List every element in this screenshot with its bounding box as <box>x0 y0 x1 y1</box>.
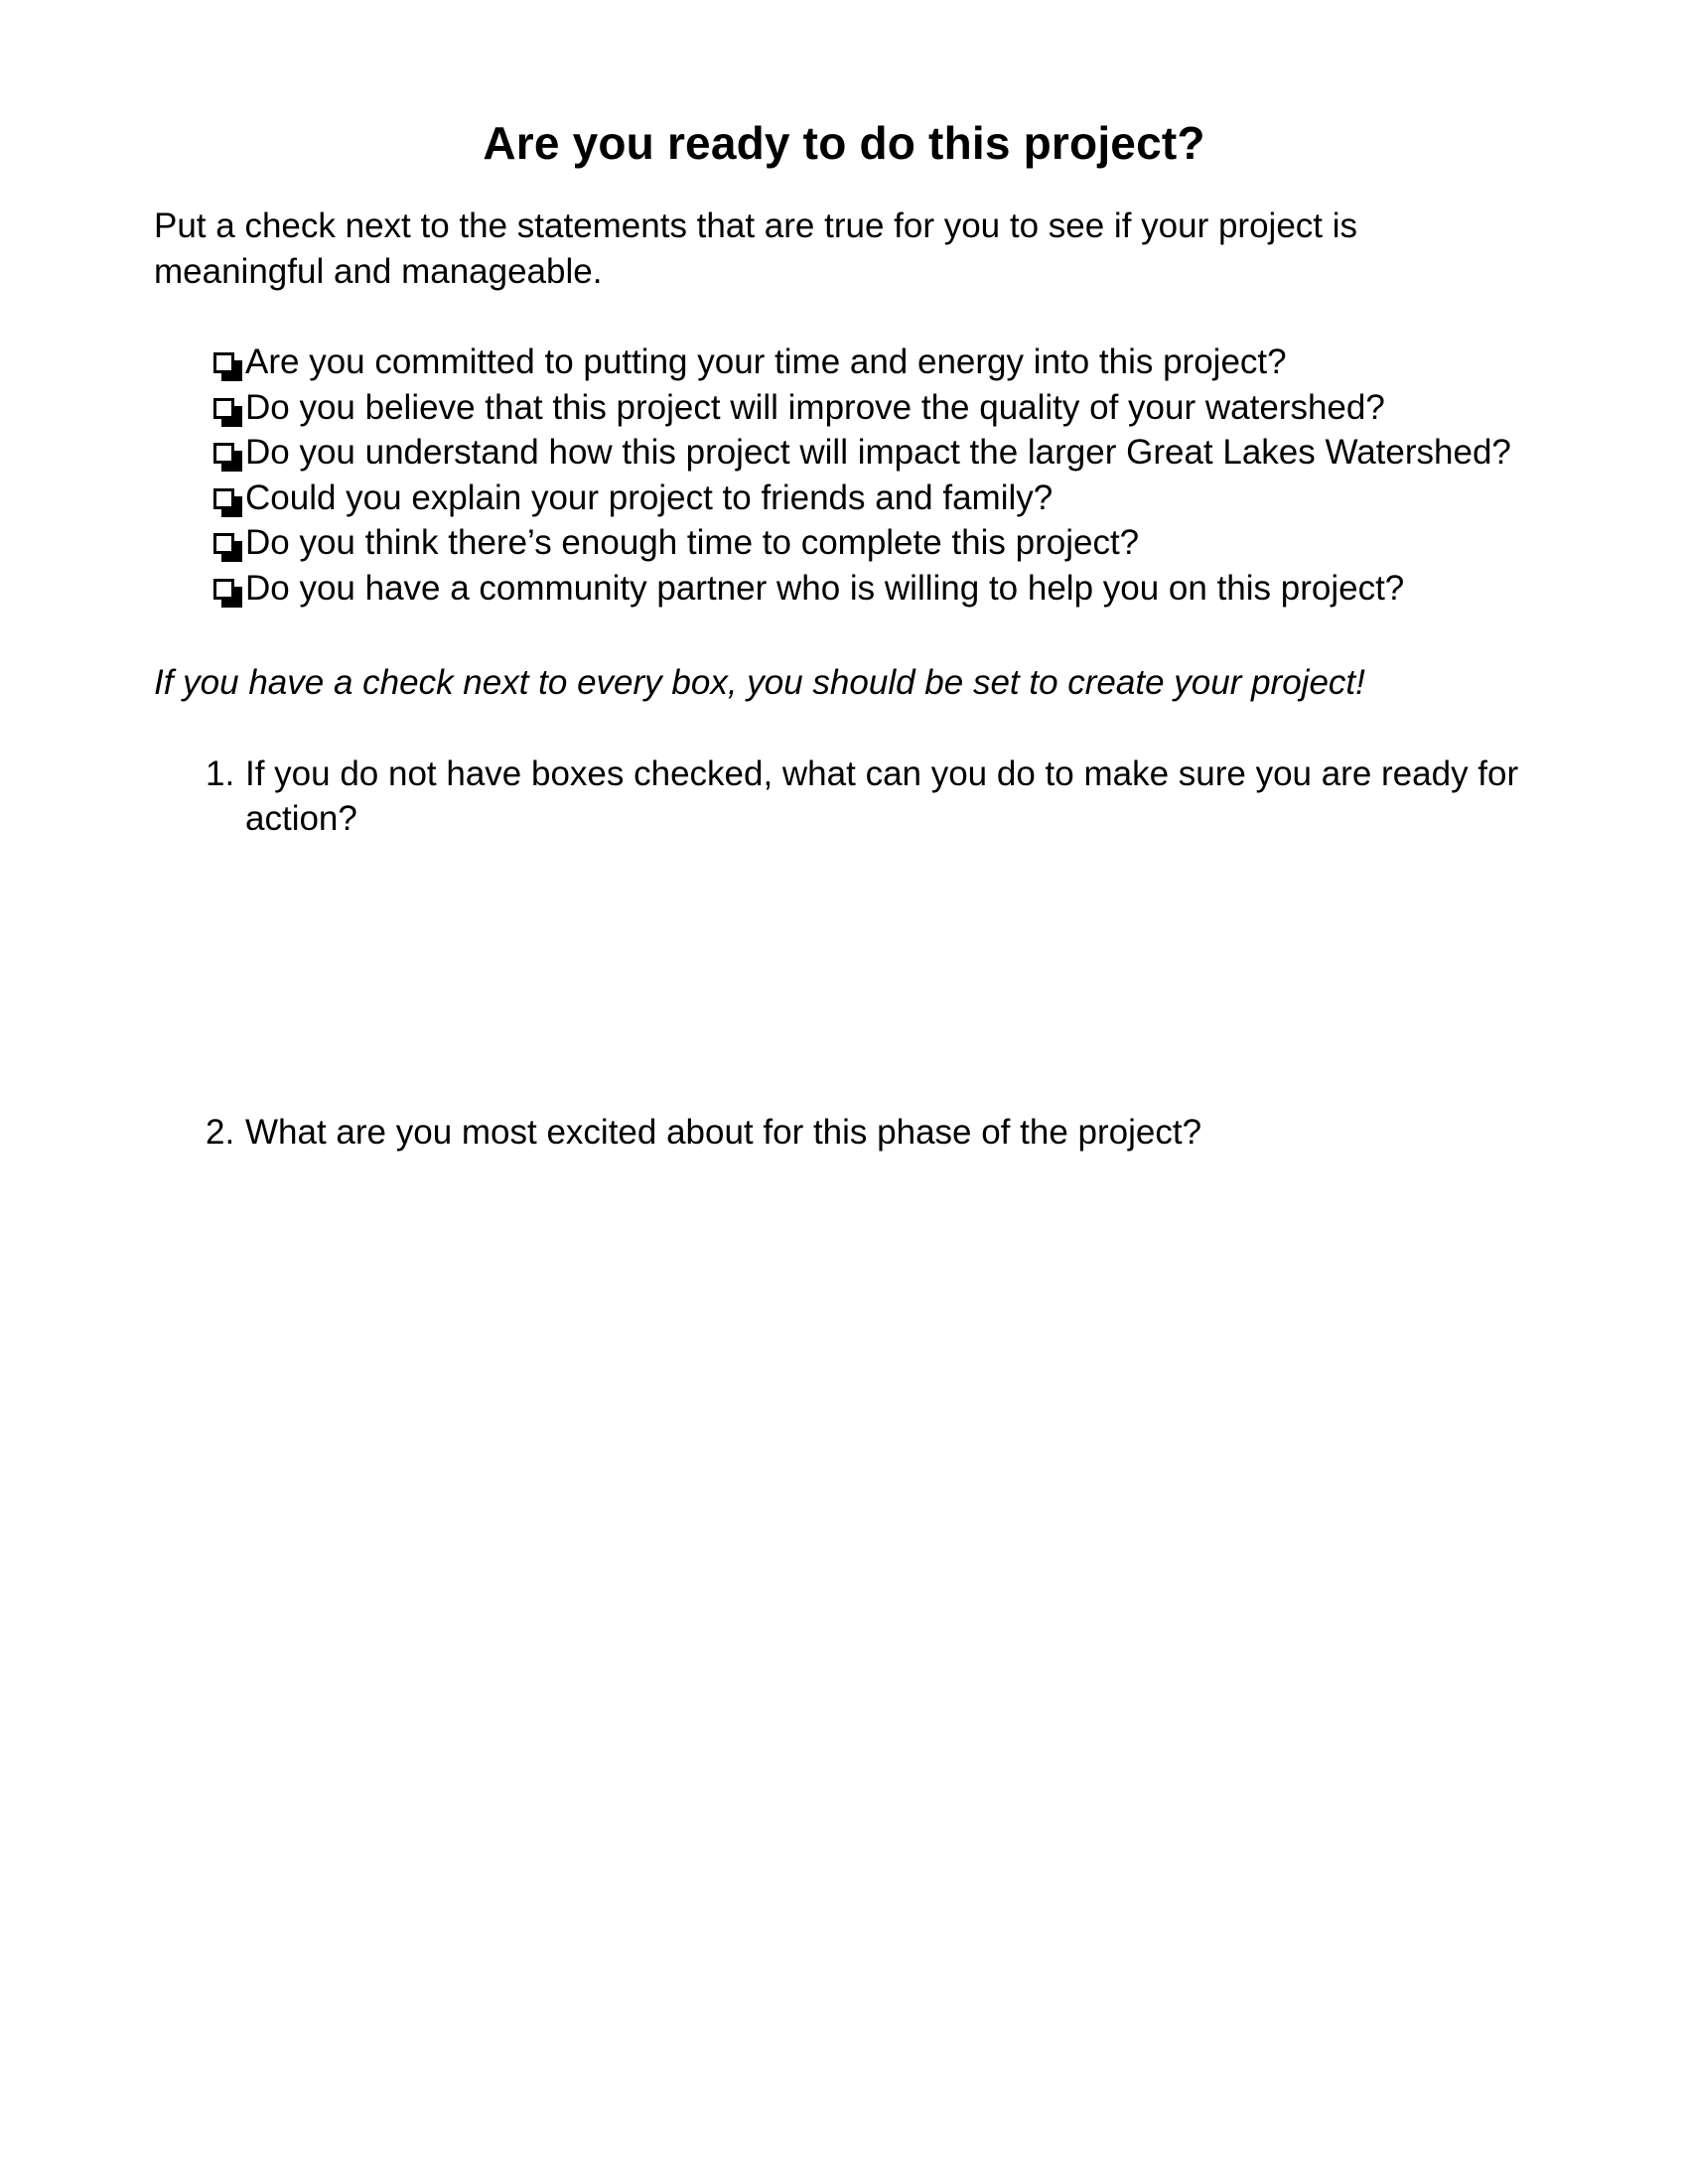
readiness-checklist <box>154 340 1524 611</box>
intro-paragraph: Put a check next to the statements that are true for you to see if your project is meaningful and manageable. <box>154 206 1358 291</box>
list-item[interactable] <box>154 385 1526 431</box>
checkbox-empty-icon[interactable] <box>154 340 245 379</box>
checkbox-empty-icon[interactable] <box>154 520 245 560</box>
answer-space[interactable] <box>154 842 1524 1110</box>
checkbox-empty-icon[interactable] <box>154 430 245 470</box>
list-item-label: Do you believe that this project will improve the quality of your watershed? <box>245 387 1385 427</box>
list-item-label: Are you committed to putting your time and energy into this project? <box>245 342 1287 381</box>
question-item <box>154 751 1526 842</box>
checkbox-glyph <box>213 533 234 554</box>
list-item-label: Do you have a community partner who is willing to help you on this project? <box>245 568 1405 608</box>
list-item-label: Do you think there’s enough time to complete this project? <box>245 523 1140 562</box>
checkbox-glyph <box>213 398 234 419</box>
question-number: 2. <box>206 1112 235 1152</box>
list-item[interactable] <box>154 476 1526 521</box>
checkbox-empty-icon[interactable] <box>154 385 245 425</box>
question-text: What are you most excited about for this phase of the project? <box>245 1112 1202 1152</box>
list-item[interactable] <box>154 340 1526 385</box>
checkbox-glyph <box>213 443 234 464</box>
question-text: If you do not have boxes checked, what can you do to make sure you are ready for action? <box>245 753 1519 838</box>
document-body <box>154 204 1524 1155</box>
reflection-questions <box>154 751 1524 1156</box>
checkbox-empty-icon[interactable] <box>154 476 245 515</box>
list-item[interactable] <box>154 520 1526 566</box>
checkbox-glyph <box>213 352 234 373</box>
checkbox-empty-icon[interactable] <box>154 566 245 606</box>
list-item-label: Do you understand how this project will impact the larger Great Lakes Watershed? <box>245 433 1511 472</box>
list-item-label: Could you explain your project to friends and family? <box>245 478 1054 517</box>
question-number: 1. <box>206 753 235 793</box>
checkbox-glyph <box>213 488 234 509</box>
question-item <box>154 1110 1526 1156</box>
list-item[interactable] <box>154 430 1526 476</box>
emphasis-paragraph: If you have a check next to every box, you should be set to create your project! <box>154 663 1365 702</box>
page-title: Are you ready to do this project? <box>483 116 1205 169</box>
list-item[interactable] <box>154 566 1526 612</box>
checkbox-glyph <box>213 579 234 600</box>
